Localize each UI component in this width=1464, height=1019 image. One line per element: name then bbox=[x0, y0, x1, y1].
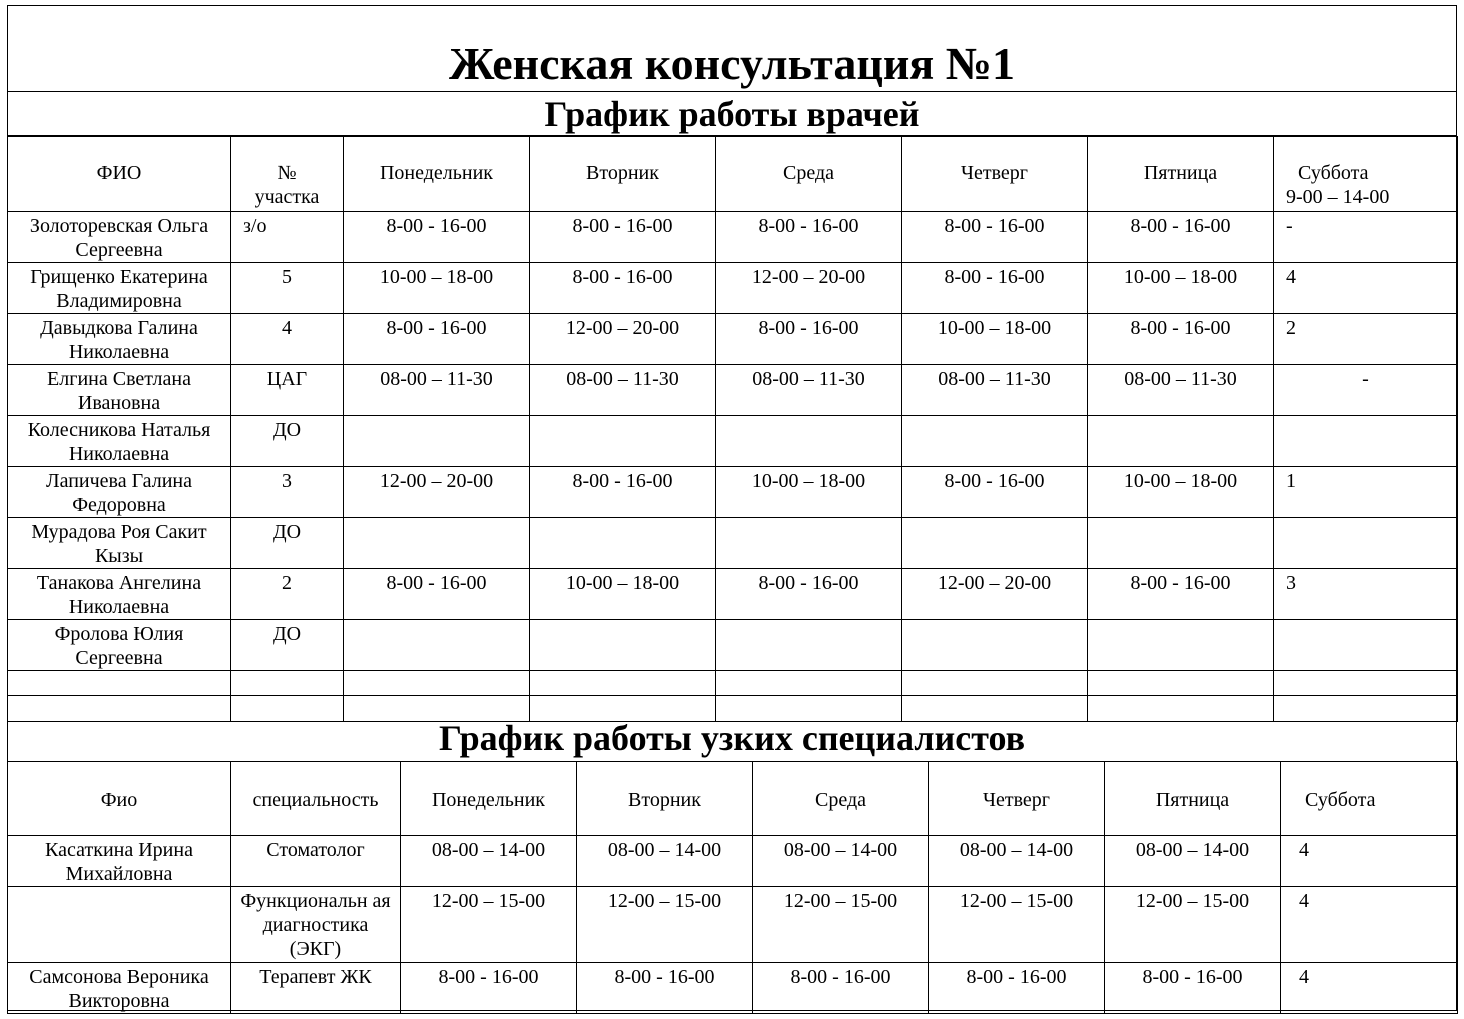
doctor-row bbox=[8, 518, 1458, 569]
doctor-cell-thu bbox=[902, 416, 1088, 467]
doctor-cell-name: Елгина Светлана Ивановна bbox=[8, 365, 231, 416]
header-thursday: Четверг bbox=[902, 137, 1088, 212]
doctor-cell-sat bbox=[1274, 620, 1458, 671]
specialist-cell-wed: 8-00 - 16-00 bbox=[753, 963, 929, 1014]
header-tuesday: Вторник bbox=[530, 137, 716, 212]
doctor-row bbox=[8, 365, 1458, 416]
doctor-cell-sat bbox=[1274, 518, 1458, 569]
specialist-cell-thu: 08-00 – 14-00 bbox=[929, 836, 1105, 887]
doctor-cell-tue: 8-00 - 16-00 bbox=[530, 263, 716, 314]
doctor-cell-tue bbox=[530, 620, 716, 671]
spec-header-name: Фио bbox=[8, 762, 231, 836]
doctor-cell-district: 3 bbox=[231, 467, 344, 518]
spec-header-tuesday: Вторник bbox=[577, 762, 753, 836]
doctor-cell-tue: 8-00 - 16-00 bbox=[530, 467, 716, 518]
doctor-cell-mon: 12-00 – 20-00 bbox=[344, 467, 530, 518]
doctor-cell-thu: 8-00 - 16-00 bbox=[902, 467, 1088, 518]
specialist-row bbox=[8, 836, 1458, 887]
specialist-cell-wed: 08-00 – 14-00 bbox=[753, 836, 929, 887]
doctor-cell-name: Золоторевская Ольга Сергеевна bbox=[8, 212, 231, 263]
specialist-cell-tue: 8-00 - 16-00 bbox=[577, 963, 753, 1014]
doctor-cell-wed: 12-00 – 20-00 bbox=[716, 263, 902, 314]
doctor-cell-name: Грищенко Екатерина Владимировна bbox=[8, 263, 231, 314]
header-name: ФИО bbox=[8, 137, 231, 212]
doctor-cell-thu: 8-00 - 16-00 bbox=[902, 263, 1088, 314]
specialist-cell-thu: 8-00 - 16-00 bbox=[929, 963, 1105, 1014]
specialist-cell-sat: 4 bbox=[1281, 887, 1458, 963]
doctor-row bbox=[8, 212, 1458, 263]
doctor-cell-name: Давыдкова Галина Николаевна bbox=[8, 314, 231, 365]
doctor-cell-fri bbox=[1088, 518, 1274, 569]
specialist-cell-fri: 8-00 - 16-00 bbox=[1105, 963, 1281, 1014]
specialist-cell-fri: 08-00 – 14-00 bbox=[1105, 836, 1281, 887]
doctor-cell-fri: 8-00 - 16-00 bbox=[1088, 569, 1274, 620]
header-district-line2: участка bbox=[254, 186, 320, 208]
doctor-cell-sat: 3 bbox=[1274, 569, 1458, 620]
doctor-cell-sat: - bbox=[1274, 365, 1458, 416]
doctor-cell-mon bbox=[344, 518, 530, 569]
spec-header-specialty: специальность bbox=[231, 762, 401, 836]
doctor-cell-tue: 8-00 - 16-00 bbox=[530, 212, 716, 263]
doctor-cell-mon bbox=[344, 416, 530, 467]
specialist-cell-specialty: Терапевт ЖК bbox=[231, 963, 401, 1014]
specialist-cell-wed: 12-00 – 15-00 bbox=[753, 887, 929, 963]
doctor-cell-wed bbox=[716, 518, 902, 569]
doctor-cell-thu bbox=[902, 620, 1088, 671]
doctor-cell-district: 5 bbox=[231, 263, 344, 314]
doctor-row bbox=[8, 314, 1458, 365]
doctor-cell-mon: 08-00 – 11-30 bbox=[344, 365, 530, 416]
spec-header-monday: Понедельник bbox=[401, 762, 577, 836]
doctor-cell-thu: 10-00 – 18-00 bbox=[902, 314, 1088, 365]
doctor-row bbox=[8, 620, 1458, 671]
doctors-section-title-row bbox=[7, 92, 1457, 136]
specialists-section-title-row bbox=[7, 715, 1457, 761]
specialist-cell-mon: 12-00 – 15-00 bbox=[401, 887, 577, 963]
doctors-empty-row bbox=[8, 671, 1458, 696]
doctor-cell-mon: 10-00 – 18-00 bbox=[344, 263, 530, 314]
doctor-cell-wed: 8-00 - 16-00 bbox=[716, 569, 902, 620]
doctor-cell-sat bbox=[1274, 416, 1458, 467]
specialist-cell-tue: 08-00 – 14-00 bbox=[577, 836, 753, 887]
doctor-cell-mon: 8-00 - 16-00 bbox=[344, 314, 530, 365]
doctor-cell-tue: 10-00 – 18-00 bbox=[530, 569, 716, 620]
doctor-cell-sat: 4 bbox=[1274, 263, 1458, 314]
doctor-cell-sat: 2 bbox=[1274, 314, 1458, 365]
doctor-cell-wed: 10-00 – 18-00 bbox=[716, 467, 902, 518]
doctor-cell-name: Танакова Ангелина Николаевна bbox=[8, 569, 231, 620]
doctor-cell-wed: 08-00 – 11-30 bbox=[716, 365, 902, 416]
header-saturday bbox=[1274, 137, 1458, 212]
doctor-cell-name: Колесникова Наталья Николаевна bbox=[8, 416, 231, 467]
doctor-cell-mon: 8-00 - 16-00 bbox=[344, 212, 530, 263]
doctor-cell-tue bbox=[530, 416, 716, 467]
doctor-cell-thu: 8-00 - 16-00 bbox=[902, 212, 1088, 263]
specialist-cell-name: Касаткина Ирина Михайловна bbox=[8, 836, 231, 887]
doctor-cell-wed: 8-00 - 16-00 bbox=[716, 212, 902, 263]
header-saturday-line2: 9-00 – 14-00 bbox=[1286, 186, 1390, 208]
header-friday: Пятница bbox=[1088, 137, 1274, 212]
header-wednesday: Среда bbox=[716, 137, 902, 212]
specialist-cell-mon: 08-00 – 14-00 bbox=[401, 836, 577, 887]
specialist-row bbox=[8, 887, 1458, 963]
specialists-section-title: График работы узких специалистов bbox=[438, 718, 1026, 758]
specialist-cell-mon: 8-00 - 16-00 bbox=[401, 963, 577, 1014]
specialist-cell-tue: 12-00 – 15-00 bbox=[577, 887, 753, 963]
doctor-cell-district: з/о bbox=[231, 212, 344, 263]
doctor-cell-fri bbox=[1088, 416, 1274, 467]
specialist-cell-name: Самсонова Вероника Викторовна bbox=[8, 963, 231, 1014]
specialists-header-row bbox=[8, 762, 1458, 836]
doctor-cell-district: ЦАГ bbox=[231, 365, 344, 416]
doctor-cell-fri: 8-00 - 16-00 bbox=[1088, 212, 1274, 263]
specialist-row bbox=[8, 963, 1458, 1014]
doctor-cell-wed bbox=[716, 416, 902, 467]
doctor-cell-district: 2 bbox=[231, 569, 344, 620]
doctor-cell-sat: 1 bbox=[1274, 467, 1458, 518]
doctors-table bbox=[7, 136, 1458, 722]
doctor-cell-district: ДО bbox=[231, 518, 344, 569]
header-saturday-line1: Суббота bbox=[1298, 162, 1369, 184]
doctor-cell-sat: - bbox=[1274, 212, 1458, 263]
header-district bbox=[231, 137, 344, 212]
spec-header-saturday: Суббота bbox=[1281, 762, 1458, 836]
doctor-cell-mon: 8-00 - 16-00 bbox=[344, 569, 530, 620]
doctor-cell-fri bbox=[1088, 620, 1274, 671]
doctor-cell-fri: 10-00 – 18-00 bbox=[1088, 263, 1274, 314]
doctor-cell-fri: 08-00 – 11-30 bbox=[1088, 365, 1274, 416]
specialist-cell-sat: 4 bbox=[1281, 836, 1458, 887]
doctor-cell-tue: 12-00 – 20-00 bbox=[530, 314, 716, 365]
doctor-cell-tue bbox=[530, 518, 716, 569]
specialist-cell-thu: 12-00 – 15-00 bbox=[929, 887, 1105, 963]
doctor-cell-tue: 08-00 – 11-30 bbox=[530, 365, 716, 416]
doctor-cell-thu: 08-00 – 11-30 bbox=[902, 365, 1088, 416]
specialist-cell-fri: 12-00 – 15-00 bbox=[1105, 887, 1281, 963]
specialist-cell-sat: 4 bbox=[1281, 963, 1458, 1014]
doctor-cell-fri: 8-00 - 16-00 bbox=[1088, 314, 1274, 365]
doctor-cell-name: Лапичева Галина Федоровна bbox=[8, 467, 231, 518]
doctor-row bbox=[8, 416, 1458, 467]
header-district-line1: № bbox=[277, 162, 297, 184]
specialists-table bbox=[7, 761, 1458, 1014]
doctor-cell-name: Мурадова Роя Сакит Кызы bbox=[8, 518, 231, 569]
page-title: Женская консультация №1 bbox=[449, 38, 1015, 89]
doctor-cell-wed bbox=[716, 620, 902, 671]
doctor-cell-district: ДО bbox=[231, 620, 344, 671]
doctor-cell-thu: 12-00 – 20-00 bbox=[902, 569, 1088, 620]
spec-header-wednesday: Среда bbox=[753, 762, 929, 836]
doctor-row bbox=[8, 263, 1458, 314]
doctor-row bbox=[8, 467, 1458, 518]
doctor-cell-thu bbox=[902, 518, 1088, 569]
specialist-cell-specialty: Функциональн ая диагностика (ЭКГ) bbox=[231, 887, 401, 963]
doctors-header-row bbox=[8, 137, 1458, 212]
doctor-row bbox=[8, 569, 1458, 620]
doctor-cell-wed: 8-00 - 16-00 bbox=[716, 314, 902, 365]
doctor-cell-fri: 10-00 – 18-00 bbox=[1088, 467, 1274, 518]
header-monday: Понедельник bbox=[344, 137, 530, 212]
doctor-cell-mon bbox=[344, 620, 530, 671]
spec-header-thursday: Четверг bbox=[929, 762, 1105, 836]
page-title-row bbox=[7, 5, 1457, 92]
spec-header-friday: Пятница bbox=[1105, 762, 1281, 836]
doctor-cell-district: ДО bbox=[231, 416, 344, 467]
doctor-cell-name: Фролова Юлия Сергеевна bbox=[8, 620, 231, 671]
doctors-section-title: График работы врачей bbox=[544, 93, 920, 134]
specialist-cell-specialty: Стоматолог bbox=[231, 836, 401, 887]
specialist-cell-name bbox=[8, 887, 231, 963]
doctor-cell-district: 4 bbox=[231, 314, 344, 365]
